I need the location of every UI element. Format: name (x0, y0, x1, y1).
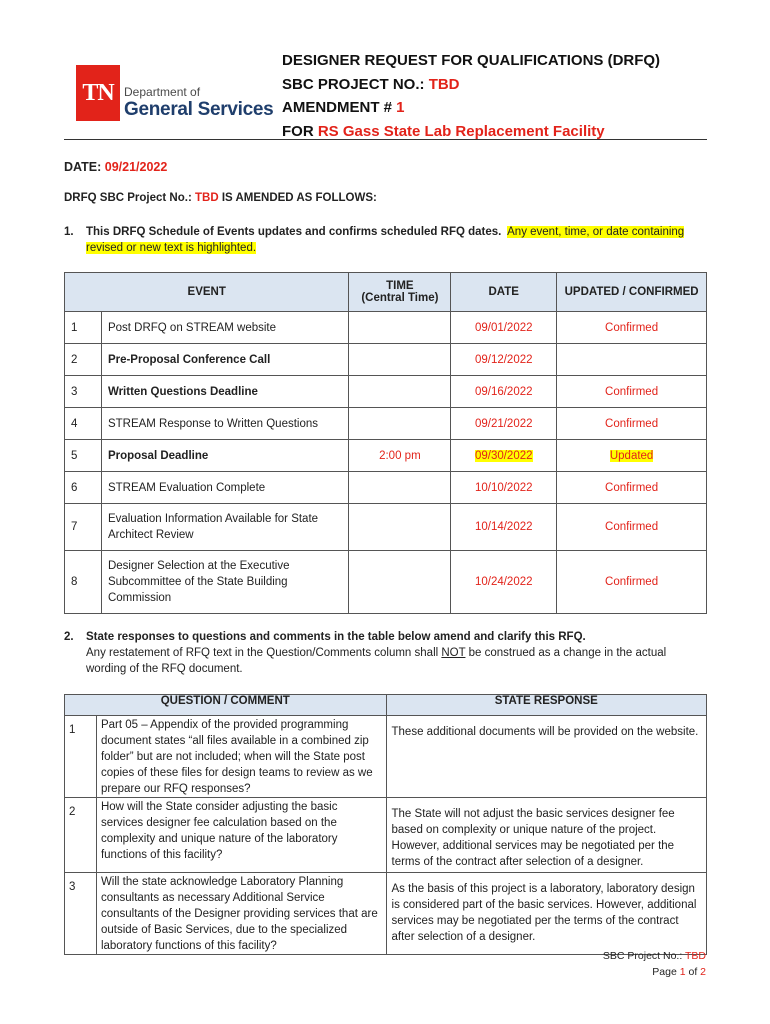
table-row (65, 440, 707, 472)
document-date: DATE: 09/21/2022 (64, 160, 168, 174)
section-2-title: State responses to questions and comments in the table below amend and clarify this RFQ. (86, 631, 586, 643)
row-number: 8 (65, 551, 102, 614)
event-time (349, 376, 451, 408)
row-number: 2 (65, 344, 102, 376)
row-number: 7 (65, 504, 102, 551)
table-row (65, 408, 707, 440)
event-date-highlighted: 09/30/2022 (474, 449, 533, 462)
document-header (282, 49, 660, 143)
question-number: 3 (65, 873, 97, 955)
response-text: The State will not adjust the basic services designer fee based on complexity or unique nature of the project. However, additional services may be negotiated per the terms of the contract after selection of a designer. (386, 798, 706, 873)
event-date: 09/21/2022 (451, 408, 557, 440)
footer-page-number: Page 1 of 2 (652, 966, 706, 978)
question-text: How will the State consider adjusting the basic services designer fee calculation based on the complexity and unique nature of the laboratory functions of this facility? (96, 798, 386, 873)
event-date (451, 440, 557, 472)
table-row (65, 344, 707, 376)
table-header-row (65, 695, 707, 716)
table-row (65, 551, 707, 614)
section-1-number: 1. (64, 226, 74, 238)
table-row (65, 312, 707, 344)
amended-statement: DRFQ SBC Project No.: TBD IS AMENDED AS FOLLOWS: (64, 192, 377, 204)
event-status: Confirmed (557, 408, 707, 440)
row-number: 5 (65, 440, 102, 472)
event-date: 09/16/2022 (451, 376, 557, 408)
event-name: STREAM Evaluation Complete (101, 472, 349, 504)
header-title: DESIGNER REQUEST FOR QUALIFICATIONS (DRFQ) (282, 52, 661, 69)
tn-logo-mark: TN (76, 65, 120, 121)
header-divider (64, 139, 707, 140)
event-date: 09/12/2022 (451, 344, 557, 376)
header-facility-name: FOR RS Gass State Lab Replacement Facility (282, 122, 605, 140)
section-2-text: Any restatement of RFQ text in the Question/Comments column shall NOT be construed as a change in the actual wording of the RFQ document. (86, 647, 667, 675)
question-text: Will the state acknowledge Laboratory Planning consultants as necessary Additional Service consultants of the Designer providing services that are outside of Basic Services, due to the specialized laboratory functions of this facility? (96, 873, 386, 955)
row-number: 4 (65, 408, 102, 440)
event-time (349, 472, 451, 504)
tn-dgs-logo (76, 65, 274, 121)
question-number: 1 (65, 716, 97, 798)
event-time (349, 504, 451, 551)
event-status-highlighted: Updated (609, 449, 654, 462)
event-name: Evaluation Information Available for State Architect Review (101, 504, 349, 551)
footer-project-number: SBC Project No.: TBD (602, 950, 706, 962)
event-date: 10/24/2022 (451, 551, 557, 614)
event-status: Confirmed (557, 376, 707, 408)
logo-general-services-text: General Services (124, 99, 274, 120)
event-name: Proposal Deadline (101, 440, 349, 472)
table-row (65, 873, 707, 955)
response-text: As the basis of this project is a laboratory, laboratory design is considered part of the basic services. However, additional services may be negotiated per the terms of the contract after selection of a designer. (386, 873, 706, 955)
header-amendment-number: AMENDMENT # 1 (282, 99, 405, 116)
schedule-of-events-table (64, 272, 707, 614)
section-2-number: 2. (64, 631, 74, 643)
response-text: These additional documents will be provided on the website. (386, 716, 706, 798)
event-date: 10/10/2022 (451, 472, 557, 504)
event-status: Confirmed (557, 472, 707, 504)
event-status: Confirmed (557, 504, 707, 551)
event-name: Post DRFQ on STREAM website (101, 312, 349, 344)
header-project-number: SBC PROJECT NO.: TBD (282, 75, 460, 93)
table-row (65, 716, 707, 798)
row-number: 6 (65, 472, 102, 504)
page-footer (603, 948, 706, 980)
event-time (349, 312, 451, 344)
table-header-row (65, 273, 707, 312)
section-1-highlight-note: Any event, time, or date containing revised or new text is highlighted. (86, 226, 685, 254)
event-name: Written Questions Deadline (101, 376, 349, 408)
questions-responses-table (64, 694, 707, 955)
row-number: 3 (65, 376, 102, 408)
column-header-event: EVENT (65, 273, 349, 312)
section-1-text: This DRFQ Schedule of Events updates and confirms scheduled RFQ dates. Any event, time, or date containing revised or new text is highlighted. (86, 226, 685, 254)
event-date: 10/14/2022 (451, 504, 557, 551)
event-time (349, 344, 451, 376)
table-row (65, 376, 707, 408)
event-status (557, 344, 707, 376)
event-date: 09/01/2022 (451, 312, 557, 344)
event-time: 2:00 pm (349, 440, 451, 472)
event-name: Designer Selection at the Executive Subcommittee of the State Building Commission (101, 551, 349, 614)
event-name: Pre-Proposal Conference Call (101, 344, 349, 376)
column-header-status: UPDATED / CONFIRMED (557, 273, 707, 312)
table-row (65, 472, 707, 504)
table-row (65, 798, 707, 873)
row-number: 1 (65, 312, 102, 344)
event-name: STREAM Response to Written Questions (101, 408, 349, 440)
table-row (65, 504, 707, 551)
column-header-response: STATE RESPONSE (386, 695, 706, 716)
event-time (349, 551, 451, 614)
question-text: Part 05 – Appendix of the provided programming document states “all files available in a combined zip folder” but are not included; when will the State post copies of these files for design teams to review as we prepare our RFQ responses? (96, 716, 386, 798)
column-header-question: QUESTION / COMMENT (65, 695, 387, 716)
event-time (349, 408, 451, 440)
event-status (557, 440, 707, 472)
column-header-time: TIME (Central Time) (349, 273, 451, 312)
event-status: Confirmed (557, 551, 707, 614)
event-status: Confirmed (557, 312, 707, 344)
column-header-date: DATE (451, 273, 557, 312)
question-number: 2 (65, 798, 97, 873)
logo-department-text: Department of (124, 85, 201, 99)
